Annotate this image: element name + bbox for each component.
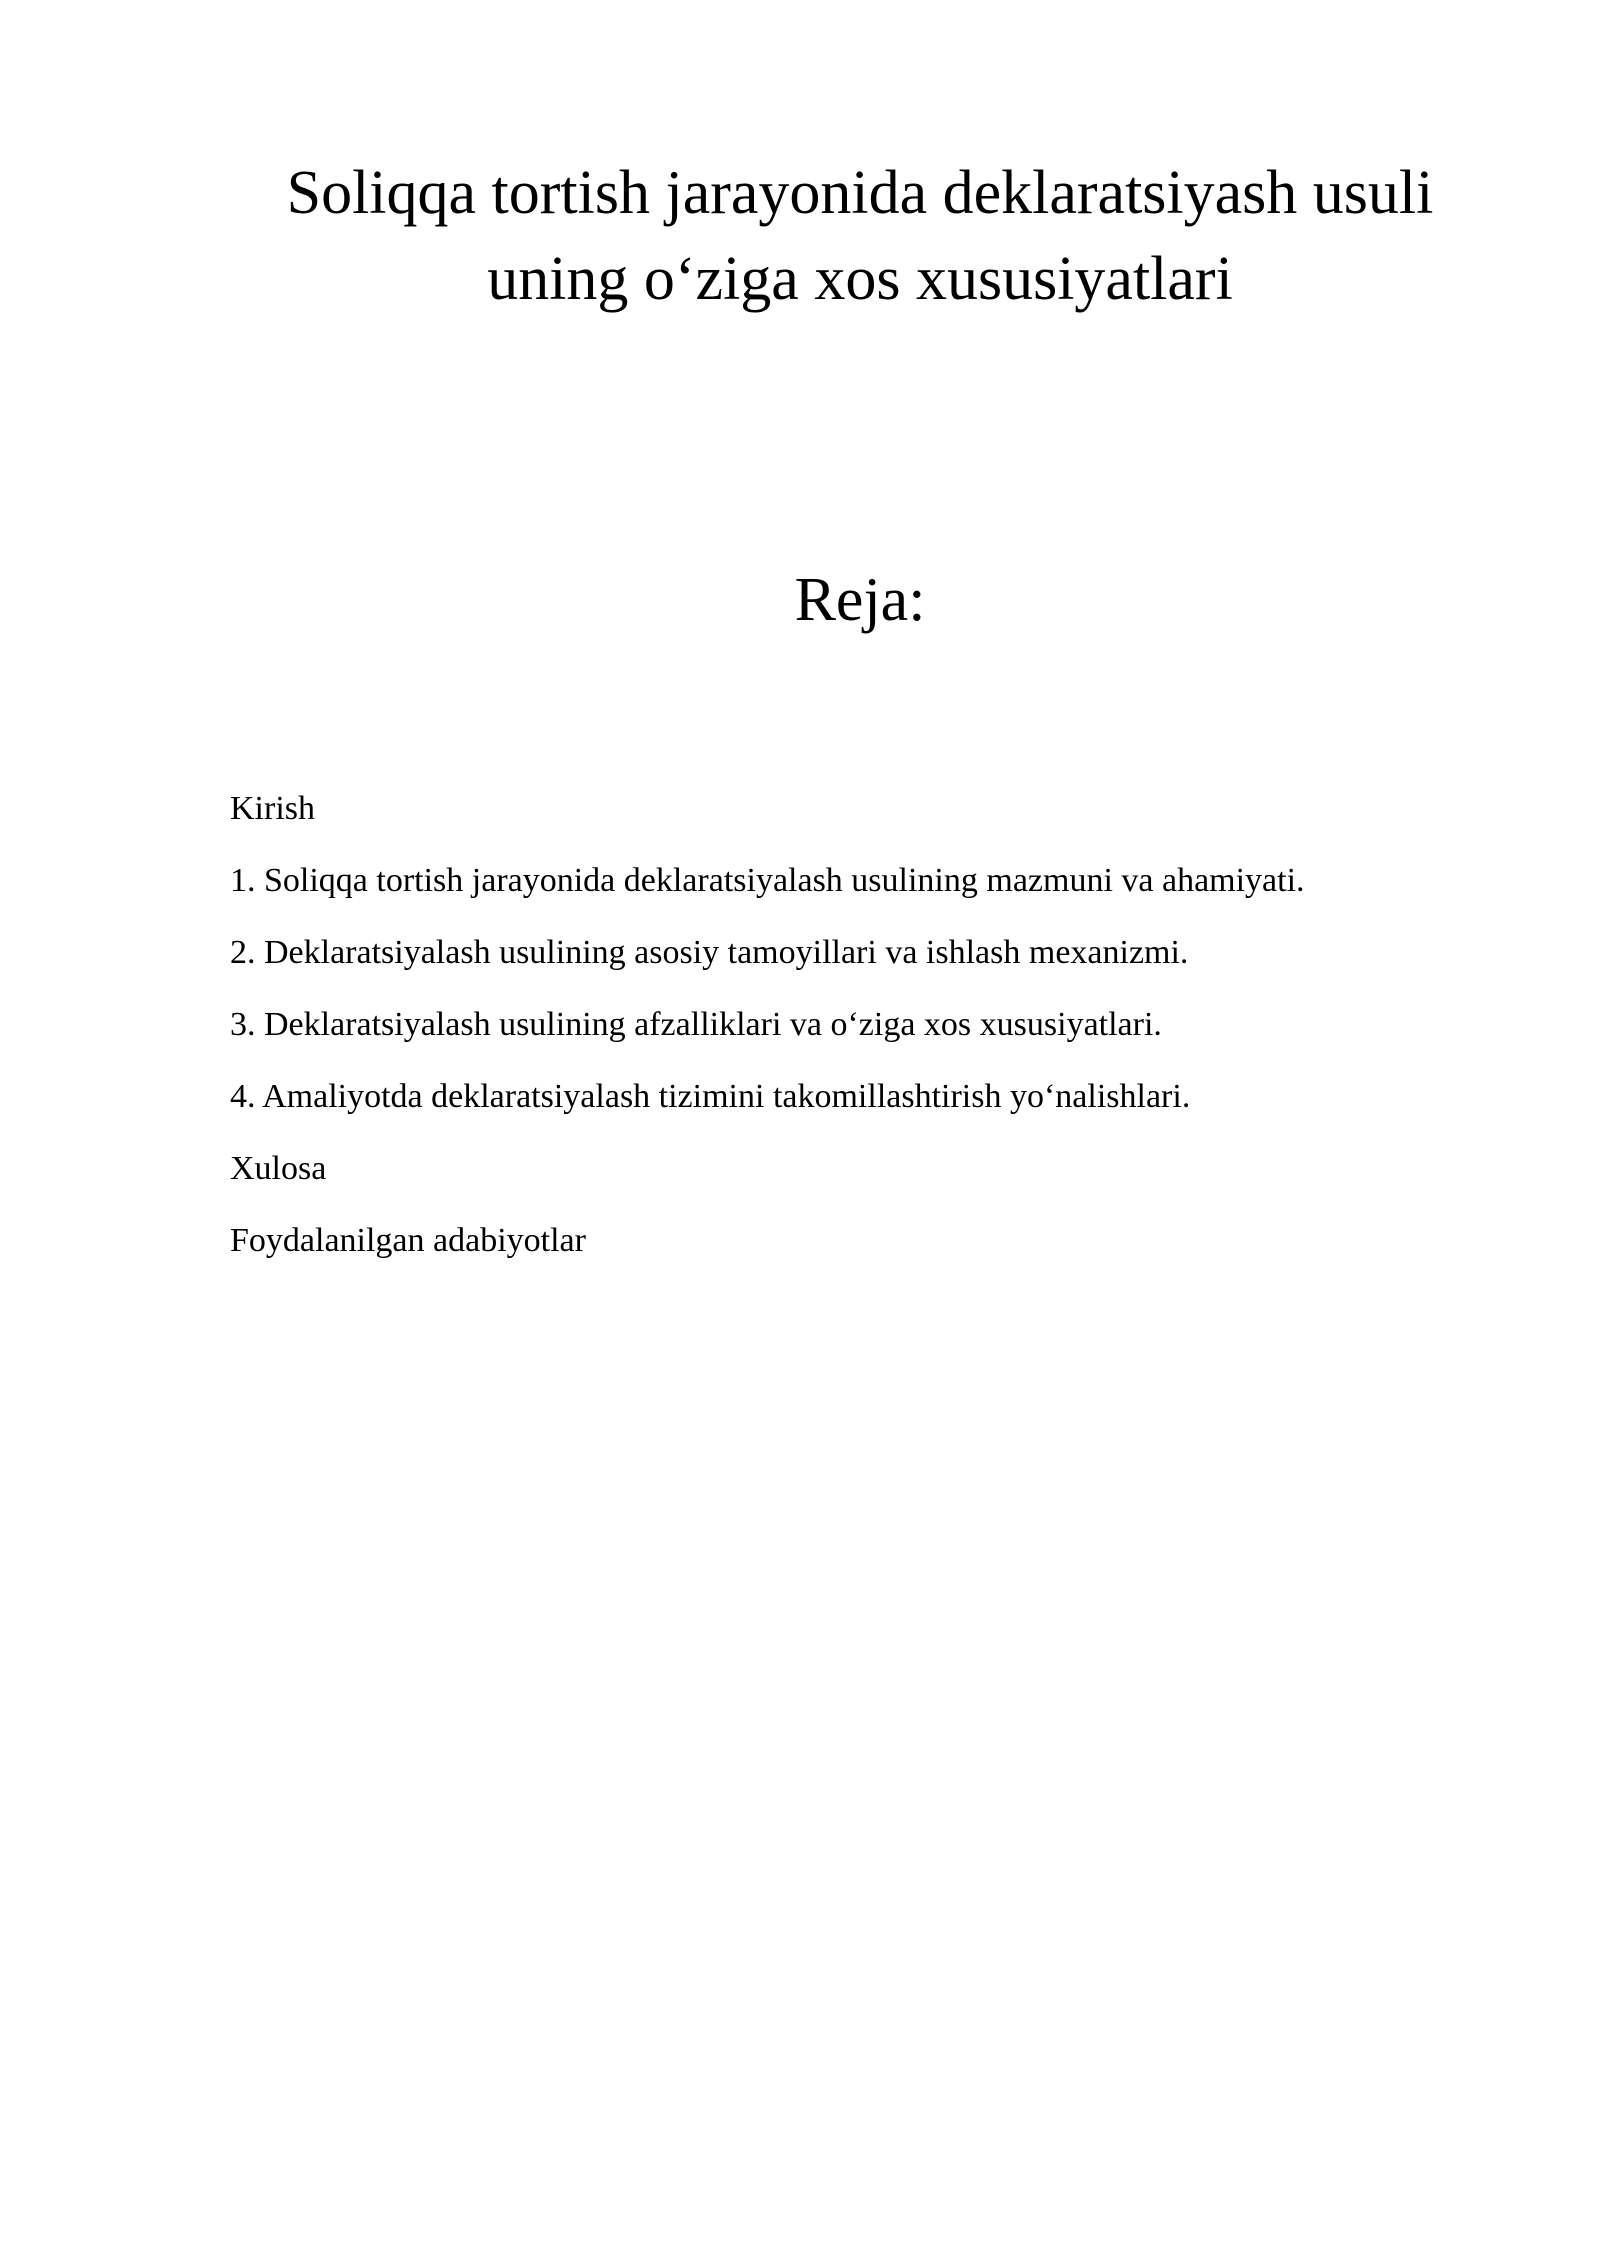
plan-item-conclusion: Xulosa xyxy=(230,1150,327,1187)
plan-item-4: 4. Amaliyotda deklaratsiyalash tizimini takomillashtirish yo‘nalishlari. xyxy=(230,1078,1191,1115)
plan-item-1: 1. Soliqqa tortish jarayonida deklaratsiyalash usulining mazmuni va ahamiyati. xyxy=(230,862,1305,899)
document-title xyxy=(230,150,1490,322)
plan-item-3: 3. Deklaratsiyalash usulining afzalliklari va o‘ziga xos xususiyatlari. xyxy=(230,1006,1162,1043)
plan-list xyxy=(230,773,1480,1277)
plan-heading: Reja: xyxy=(794,566,926,634)
plan-item-intro: Kirish xyxy=(230,790,315,827)
plan-item-2: 2. Deklaratsiyalash usulining asosiy tamoyillari va ishlash mexanizmi. xyxy=(230,934,1189,971)
title-line-2: uning o‘ziga xos xususiyatlari xyxy=(487,245,1233,313)
title-line-1: Soliqqa tortish jarayonida deklaratsiyash usuli xyxy=(286,159,1434,227)
plan-item-references: Foydalanilgan adabiyotlar xyxy=(230,1222,586,1259)
